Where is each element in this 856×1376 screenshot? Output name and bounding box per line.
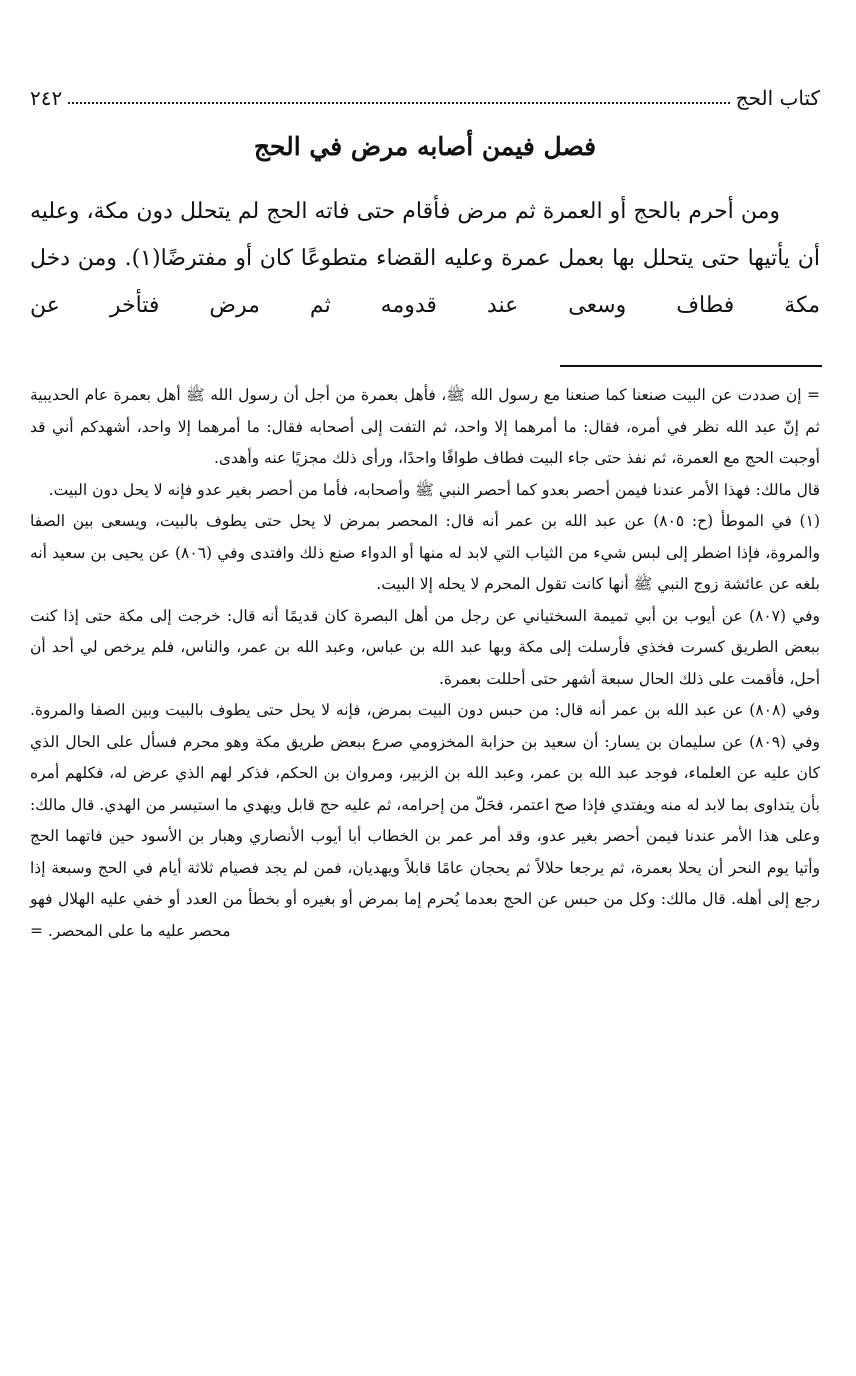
footnote-separator bbox=[560, 365, 822, 367]
page-number: ٢٤٢ bbox=[30, 86, 63, 110]
book-title: كتاب الحج bbox=[735, 86, 820, 110]
footnote-paragraph: قال مالك: فهذا الأمر عندنا فيمن أحصر بعدو كما أحصر النبي ﷺ وأصحابه، فأما من أحصر بغير عدو فإنه لا يحل دون البيت. bbox=[48, 480, 820, 499]
footnote-1: (١) في الموطأ (ح: ٨٠٥) عن عبد الله بن عمر أنه قال: المحصر بمرض لا يحل حتى يطوف بالبيت، ويسعى بين الصفا والمروة، فإذا اضطر إلى لبس شيء من الثياب التي لابد له منها أو الدواء صنع ذلك وافتدى وفي (٨٠٦) عن يحيى بن سعيد أنه بلغه عن عائشة زوج النبي ﷺ أنها كانت تقول المحرم لا يحله إلا البيت. bbox=[30, 512, 820, 593]
footnote-paragraph: وفي (٨٠٨) عن عبد الله بن عمر أنه قال: من حبس دون البيت بمرض، فإنه لا يحل حتى يطوف بالبيت وبين الصفا والمروة. وفي (٨٠٩) عن سليمان بن يسار: أن سعيد بن حزابة المخزومي صرع ببعض طريق مكة وهو محرم فسأل على الحال الذي كان عليه عن العلماء، فوجد عبد الله بن عمر، وعبد الله بن الزبير، ومروان بن الحكم، فذكر لهم الذي عرض له، فكلهم أمره بأن يتداوى بما لابد له منه ويفتدي فإذا صح اعتمر، فحَلّ من إحرامه، ثم عليه حج قابل ويهدي ما استيسر من الهدي. قال مالك: وعلى هذا الأمر عندنا فيمن أحصر بغير عدو، وقد أمر عمر بن الخطاب أبا أيوب الأنصاري وهبار بن الأسود حين فاتهما الحج وأتيا يوم النحر أن يحلا بعمرة، ثم يرجعا حلالاً ثم يحجان عامًا قابلاً ويهديان، فمن لم يجد فصيام ثلاثة أيام في الحج وسبعة إذا رجع إلى أهله. قال مالك: وكل من حبس عن الحج بعدما يُحرم إما بمرض أو بغيره أو بخطأ من العدد أو خفي عليه الهلال فهو محصر عليه ما على المحصر. = bbox=[30, 701, 821, 940]
footnotes bbox=[30, 380, 820, 947]
footnote-continuation: = إن صددت عن البيت صنعنا كما صنعنا مع رسول الله ﷺ، فأهل بعمرة من أجل أن رسول الله ﷺ أهل بعمرة عام الحديبية ثم إنّ عبد الله نظر في أمره، فقال: ما أمرهما إلا واحد، ثم التفت إلى أصحابه فقال: ما أمرهما إلا واحد، أشهدكم أني قد أوجبت الحج مع العمرة، ثم نفذ حتى جاء البيت فطاف طوافًا واحدًا، ورأى ذلك مجزيًا عنه وأهدى. bbox=[30, 386, 820, 467]
section-heading: فصل فيمن أصابه مرض في الحج bbox=[253, 132, 597, 161]
dot-leader bbox=[68, 102, 729, 104]
running-header bbox=[30, 78, 820, 110]
main-text bbox=[30, 188, 820, 329]
footnote-paragraph: وفي (٨٠٧) عن أيوب بن أبي تميمة السختياني عن رجل من أهل البصرة كان قديمًا أنه قال: خرجت إلى مكة حتى إذا كنت ببعض الطريق كسرت فخذي فأرسلت إلى مكة وبها عبد الله بن عباس، وعبد الله بن عمر، والناس، فلم يرخص لي أحد أن أحل، فأقمت على ذلك الحال سبعة أشهر حتى أحللت بعمرة. bbox=[30, 606, 820, 688]
main-paragraph: ومن أحرم بالحج أو العمرة ثم مرض فأقام حتى فاته الحج لم يتحلل دون مكة، وعليه أن يأتيها حتى يتحلل بها بعمل عمرة وعليه القضاء متطوعًا كان أو مفترضًا(١). ومن دخل مكة فطاف وسعى عند قدومه ثم مرض فتأخر عن bbox=[30, 199, 820, 318]
